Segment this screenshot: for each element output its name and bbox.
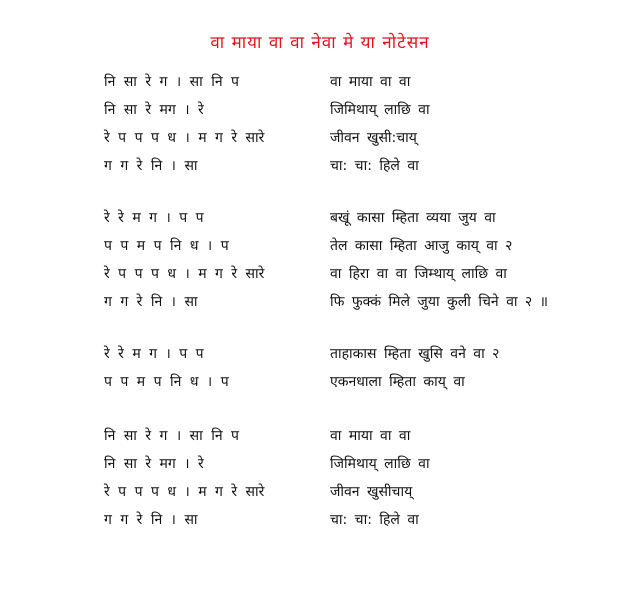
song-line [0, 344, 640, 372]
lyric: ताहाकास म्हिता खुसि वने वा २ [330, 346, 500, 362]
notation: प प म प नि ध । प [104, 374, 229, 390]
song-line [0, 100, 640, 128]
lyric: फि फुक्कं मिले जुया कुली चिने वा २ ॥ [330, 294, 549, 310]
song-line [0, 482, 640, 510]
lyric: वा हिरा वा वा जिम्थाय् लाछि वा [330, 266, 507, 282]
song-line [0, 372, 640, 400]
lyric: जीवन खुसीचाय् [330, 484, 413, 500]
lyric: जिमिथाय् लाछि वा [330, 456, 430, 472]
song-line [0, 128, 640, 156]
song-line [0, 156, 640, 184]
stanza [0, 344, 640, 400]
lyric: एकनधाला म्हिता काय् वा [330, 374, 465, 390]
notation: नि सा रे मग । रे [104, 456, 204, 472]
stanza [0, 72, 640, 184]
lyric: वा माया वा वा [330, 428, 411, 444]
page-title: वा माया वा वा नेवा मे या नोटेसन [210, 33, 430, 53]
stanza [0, 426, 640, 538]
lyric: तेल कासा म्हिता आजु काय् वा २ [330, 238, 513, 254]
notation: रे प प प ध । म ग रे सारे [104, 130, 265, 146]
song-line [0, 292, 640, 320]
lyric: चा: चा: हिले वा [330, 512, 419, 528]
song-line [0, 264, 640, 292]
notation: ग ग रे नि । सा [104, 512, 198, 528]
lyric: बखूं कासा म्हिता व्यया जुय वा [330, 210, 496, 226]
notation: प प म प नि ध । प [104, 238, 229, 254]
song-line [0, 236, 640, 264]
song-line [0, 72, 640, 100]
lyric: जीवन खुसी:चाय् [330, 130, 417, 146]
song-line [0, 454, 640, 482]
stanza [0, 208, 640, 320]
notation: रे प प प ध । म ग रे सारे [104, 266, 265, 282]
song-line [0, 510, 640, 538]
notation: नि सा रे मग । रे [104, 102, 204, 118]
lyric: वा माया वा वा [330, 74, 411, 90]
notation: नि सा रे ग । सा नि प [104, 428, 239, 444]
notation: नि सा रे ग । सा नि प [104, 74, 239, 90]
notation: ग ग रे नि । सा [104, 158, 198, 174]
notation: रे रे म ग । प प [104, 346, 204, 362]
song-line [0, 208, 640, 236]
notation: ग ग रे नि । सा [104, 294, 198, 310]
lyric: जिमिथाय् लाछि वा [330, 102, 430, 118]
lyric: चा: चा: हिले वा [330, 158, 419, 174]
notation: रे प प प ध । म ग रे सारे [104, 484, 265, 500]
notation: रे रे म ग । प प [104, 210, 204, 226]
song-line [0, 426, 640, 454]
